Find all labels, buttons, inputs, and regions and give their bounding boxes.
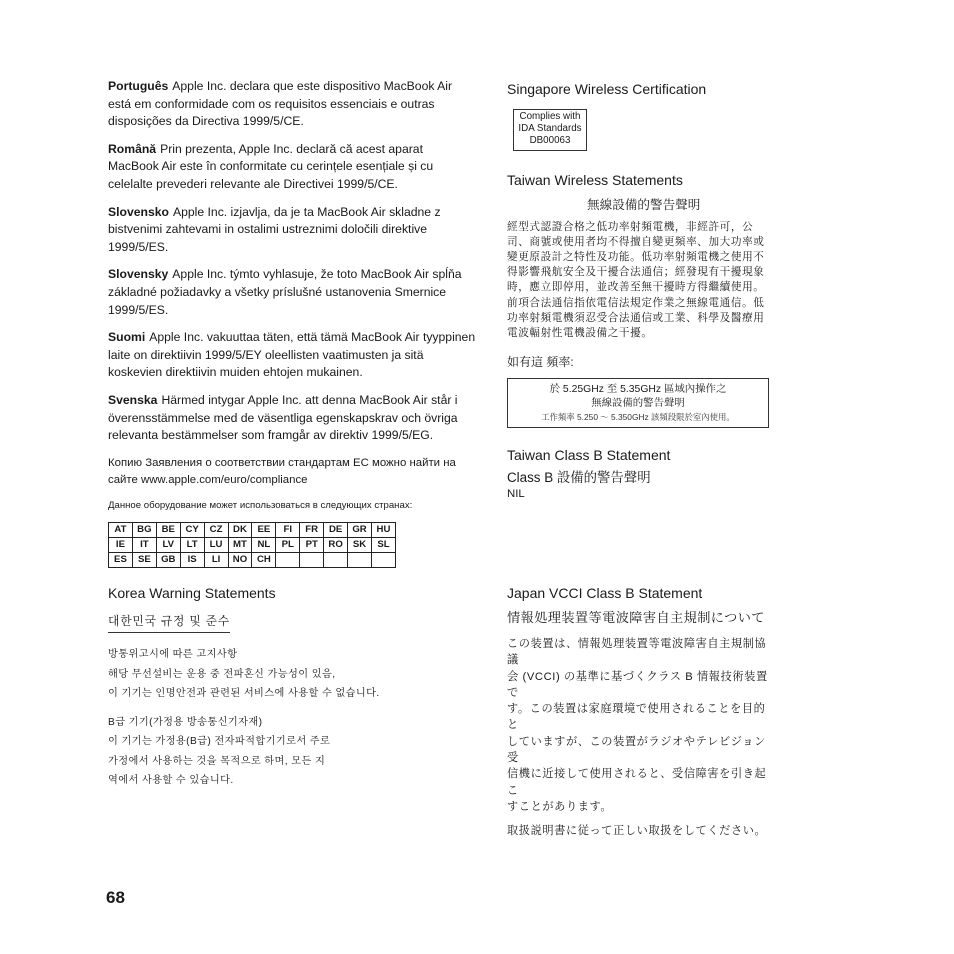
country-cell: HU bbox=[371, 522, 395, 537]
russian-compliance-statement: Копию Заявления о соответствии стандартам ЕС можно найти на сайте www.apple.com/euro/compliance bbox=[108, 456, 456, 486]
country-cell: CZ bbox=[204, 522, 228, 537]
declaration-language: Slovensky bbox=[108, 267, 169, 282]
country-cell: ES bbox=[109, 552, 133, 567]
country-row bbox=[109, 522, 396, 537]
ida-compliance-box bbox=[513, 109, 587, 151]
country-cell: EE bbox=[252, 522, 276, 537]
taiwan-classb-title: Class B 設備的警告聲明 bbox=[507, 470, 651, 486]
country-cell: DE bbox=[324, 522, 348, 537]
korea-heading: Korea Warning Statements bbox=[108, 585, 276, 601]
declaration-suomi bbox=[108, 329, 476, 382]
country-cell bbox=[371, 552, 395, 567]
korea-paragraph bbox=[108, 713, 476, 791]
country-cell: AT bbox=[109, 522, 133, 537]
korea-line: 가정에서 사용하는 것을 목적으로 하며, 모든 지 bbox=[108, 755, 326, 767]
ida-box-line: Complies with bbox=[519, 111, 581, 122]
korea-line: 이 기기는 가정용(B급) 전자파적합기기로서 주로 bbox=[108, 736, 331, 747]
ida-box-line: DB00063 bbox=[529, 135, 571, 147]
country-cell: LI bbox=[204, 552, 228, 567]
asia-statements-column bbox=[507, 80, 775, 500]
country-cell: GB bbox=[156, 552, 180, 567]
korea-line: B급 기기(가정용 방송통신기자재) bbox=[108, 716, 263, 728]
declaration-text: Apple Inc. týmto vyhlasuje, že toto MacBook Air spĺňa základné požiadavky a všetky príslušné ustanovenia Smernice 1999/5/ES. bbox=[108, 267, 462, 317]
country-cell: PL bbox=[276, 537, 300, 552]
declaration-language: Slovensko bbox=[108, 204, 169, 219]
country-cell: GR bbox=[348, 522, 372, 537]
country-cell: FI bbox=[276, 522, 300, 537]
korea-subtitle: 대한민국 규정 및 준수 bbox=[108, 612, 230, 633]
declaration-romana bbox=[108, 141, 476, 194]
japan-heading: Japan VCCI Class B Statement bbox=[507, 585, 703, 601]
declaration-svenska bbox=[108, 392, 476, 445]
russian-countries-note: Данное оборудование может использоваться в следующих странах: bbox=[108, 499, 413, 511]
country-cell: PT bbox=[300, 537, 324, 552]
japan-body bbox=[507, 636, 775, 815]
taiwan-wireless-body: 經型式認證合格之低功率射頻電機，非經許可，公司、商號或使用者均不得擅自變更頻率、加大功率或變更原設計之特性及功能。低功率射頻電機之使用不得影響飛航安全及干擾合法通信；經發現有干擾現象時，應立即停用，並改善至無干擾時方得繼續使用。前項合法通信指依電信法規定作業之無線電通信。低功率射頻電機須忍受合法通信或工業、科學及醫療用電波輻射性電機設備之干擾。 bbox=[507, 220, 765, 340]
declaration-language: Svenska bbox=[108, 392, 158, 407]
japan-section bbox=[507, 584, 775, 848]
eu-declarations-column bbox=[108, 78, 476, 568]
japan-line: すことがあります。 bbox=[507, 800, 613, 813]
japan-line: す。この装置は家庭環境で使用されることを目的と bbox=[507, 703, 766, 732]
frequency-box-line: 於 5.25GHz 至 5.35GHz 區域內操作之 bbox=[549, 384, 727, 396]
country-cell: CY bbox=[180, 522, 204, 537]
country-cell: SK bbox=[348, 537, 372, 552]
japan-line: 信機に近接して使用されると、受信障害を引き起こ bbox=[507, 768, 767, 797]
korea-paragraph bbox=[108, 645, 476, 704]
country-row bbox=[109, 537, 396, 552]
country-cell: SL bbox=[371, 537, 395, 552]
korea-line: 이 기기는 인명안전과 관련된 서비스에 사용할 수 없습니다. bbox=[108, 688, 380, 699]
country-cell: BG bbox=[132, 522, 156, 537]
country-table bbox=[108, 522, 396, 568]
country-cell: MT bbox=[228, 537, 252, 552]
country-cell: IS bbox=[180, 552, 204, 567]
singapore-heading: Singapore Wireless Certification bbox=[507, 81, 707, 97]
country-cell: BE bbox=[156, 522, 180, 537]
taiwan-classb-value: NIL bbox=[507, 488, 525, 501]
declaration-portugues bbox=[108, 78, 476, 131]
japan-title: 情報処理装置等電波障害自主規制について bbox=[507, 610, 765, 625]
country-cell: NL bbox=[252, 537, 276, 552]
taiwan-wireless-heading: Taiwan Wireless Statements bbox=[507, 171, 683, 188]
korea-line: 방통위고시에 따른 고지사항 bbox=[108, 649, 238, 660]
country-cell: LU bbox=[204, 537, 228, 552]
country-cell bbox=[324, 552, 348, 567]
country-cell: IE bbox=[109, 537, 133, 552]
country-cell: SE bbox=[132, 552, 156, 567]
declaration-text: Apple Inc. declara que este dispositivo MacBook Air está em conformidade com os requisitos essenciais e outras disposições da Directiva 1999/5/CE. bbox=[108, 79, 453, 129]
country-row bbox=[109, 552, 396, 567]
country-cell: NO bbox=[228, 552, 252, 567]
frequency-label: 如有這 頻率: bbox=[507, 355, 574, 370]
page-number: 68 bbox=[106, 888, 125, 907]
declaration-language: Suomi bbox=[108, 330, 146, 345]
declaration-language: Português bbox=[108, 79, 169, 93]
declaration-text: Apple Inc. vakuuttaa täten, että tämä MacBook Air tyyppinen laite on direktiivin 1999/5/EY oleellisten vaatimusten ja sitä koskevien direktiivin muiden ehtojen mukainen. bbox=[108, 330, 476, 380]
taiwan-classb-heading: Taiwan Class B Statement bbox=[507, 447, 671, 464]
frequency-box-line: 無線設備的警告聲明 bbox=[591, 398, 685, 410]
japan-footer: 取扱説明書に従って正しい取扱をしてください。 bbox=[507, 825, 767, 838]
declaration-slovensky bbox=[108, 266, 476, 319]
country-cell: CH bbox=[252, 552, 276, 567]
country-cell bbox=[300, 552, 324, 567]
declaration-text: Härmed intygar Apple Inc. att denna MacBook Air står i överensstämmelse med de väsentliga egenskapskrav och övriga relevanta bestämmelser som framgår av direktiv 1999/5/EG. bbox=[108, 392, 458, 443]
declaration-text: Prin prezenta, Apple Inc. declară că acest aparat MacBook Air este în conformitate cu cerințele esențiale și cu celelalte prevederi relevante ale Directivei 1999/5/CE. bbox=[108, 141, 434, 191]
declaration-text: Apple Inc. izjavlja, da je ta MacBook Air skladne z bistvenimi zahtevami in ostalimi ustreznimi določili direktive 1999/5/ES. bbox=[108, 204, 441, 254]
country-cell bbox=[276, 552, 300, 567]
country-cell: IT bbox=[132, 537, 156, 552]
japan-line: この装置は、情報処理装置等電波障害自主規制協議 bbox=[507, 638, 767, 667]
korea-section bbox=[108, 584, 476, 800]
ida-box-line: IDA Standards bbox=[518, 123, 582, 135]
country-cell: LV bbox=[156, 537, 180, 552]
country-cell bbox=[348, 552, 372, 567]
japan-line: していますが、この装置がラジオやテレビジョン受 bbox=[507, 735, 766, 765]
frequency-warning-box bbox=[507, 378, 769, 428]
declaration-slovensko bbox=[108, 204, 476, 257]
country-cell: RO bbox=[324, 537, 348, 552]
korea-line: 역에서 사용할 수 있습니다. bbox=[108, 775, 234, 786]
frequency-box-note: 工作頻率 5.250 ～ 5.350GHz 該頻段限於室內使用。 bbox=[541, 412, 735, 423]
korea-line: 해당 무선설비는 운용 중 전파혼신 가능성이 있음, bbox=[108, 668, 336, 680]
declaration-language: Română bbox=[108, 141, 157, 156]
country-cell: DK bbox=[228, 522, 252, 537]
country-cell: FR bbox=[300, 522, 324, 537]
country-cell: LT bbox=[180, 537, 204, 552]
taiwan-wireless-title: 無線設備的警告聲明 bbox=[587, 197, 701, 212]
japan-line: 会 (VCCI) の基準に基づくクラス B 情報技術装置で bbox=[507, 670, 768, 699]
